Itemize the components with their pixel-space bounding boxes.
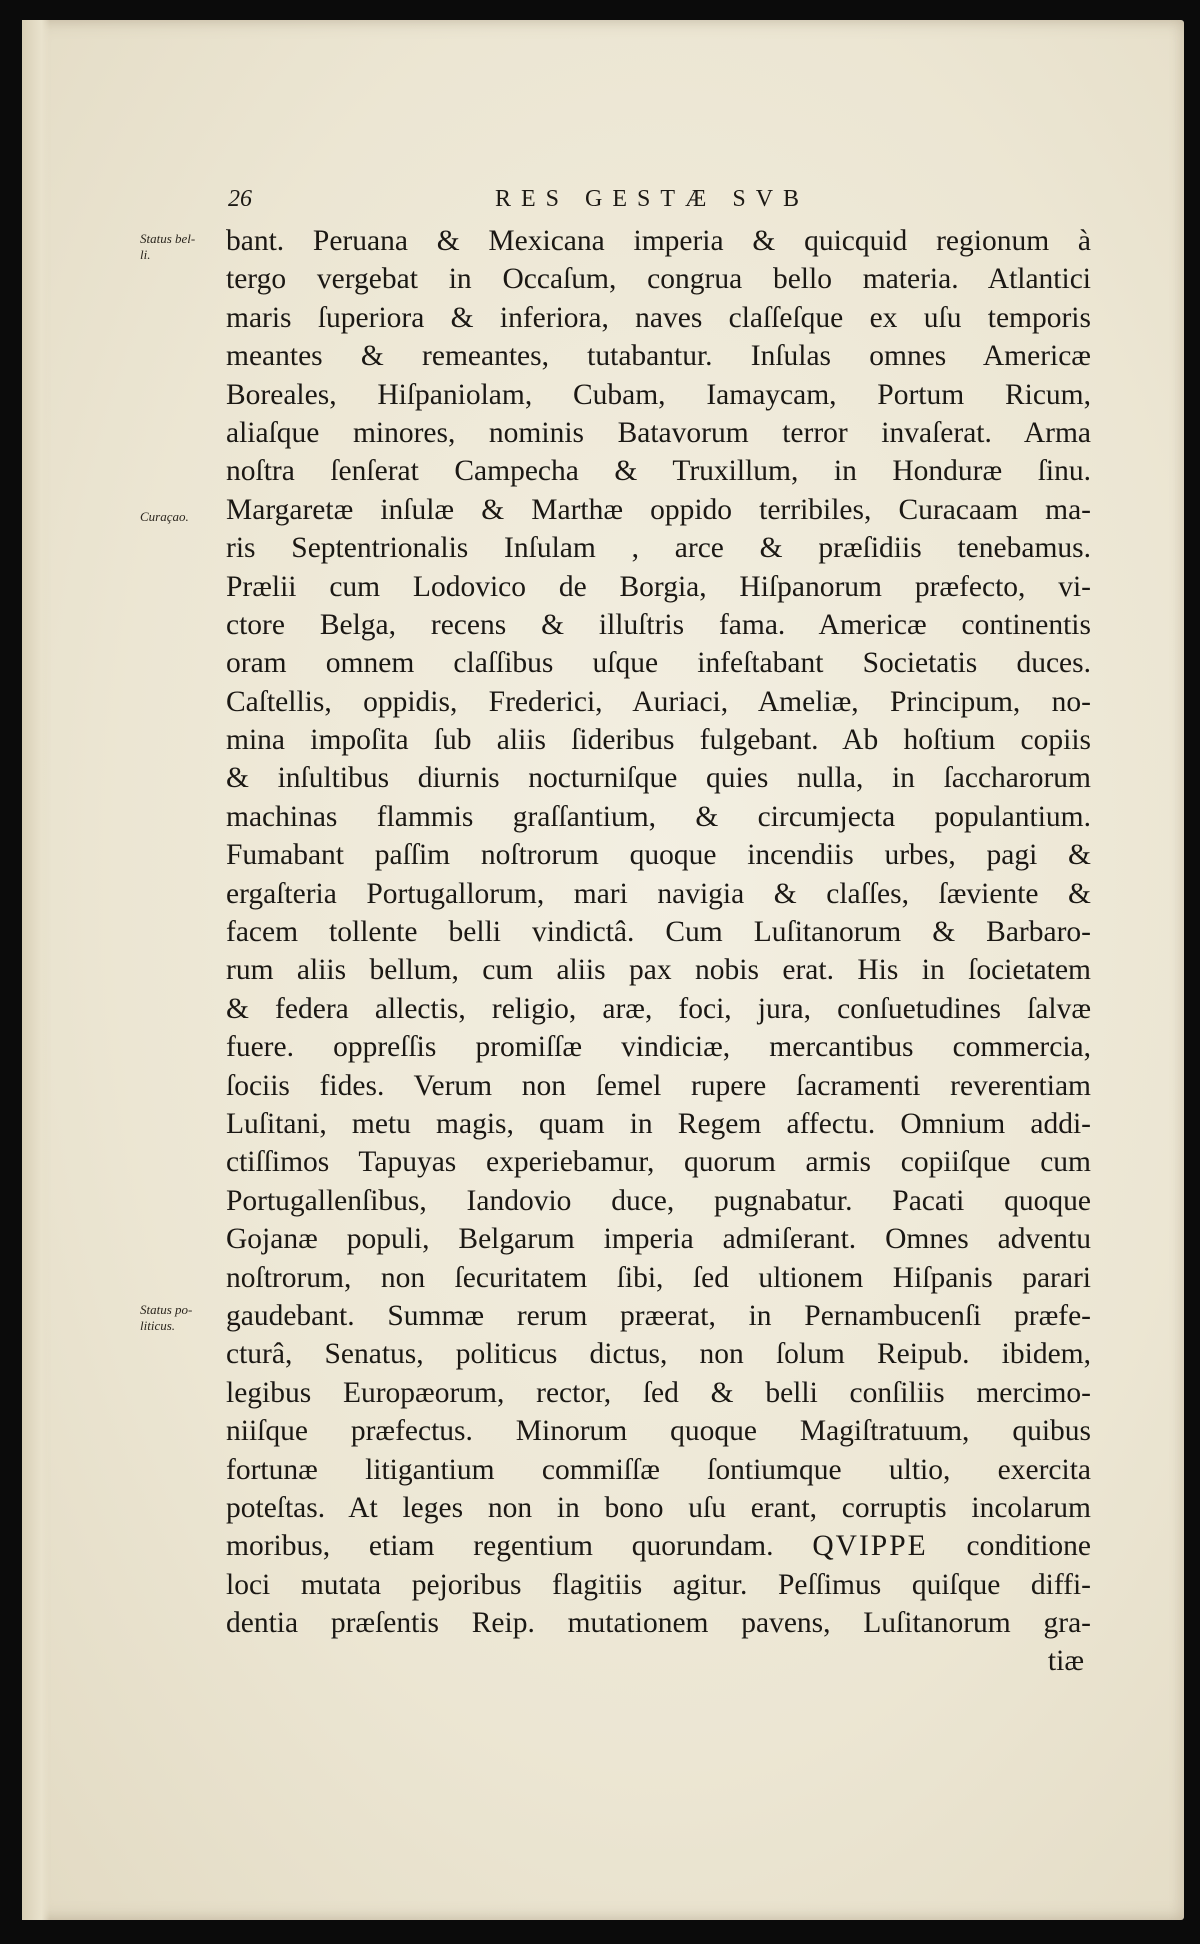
- text-line: Fumabant paſſim noſtrorum quoque incendiis urbes, pagi &: [226, 839, 1091, 872]
- text-line: Gojanæ populi, Belgarum imperia admiſerant. Omnes adventu: [226, 1223, 1091, 1256]
- text-line: Portugallenſibus, Iandovio duce, pugnabatur. Pacati quoque: [226, 1184, 1091, 1217]
- text-line: noſtra ſenſerat Campecha & Truxillum, in Honduræ ſinu.: [226, 455, 1091, 488]
- text-line: aliaſque minores, nominis Batavorum terror invaſerat. Arma: [226, 416, 1091, 449]
- text-line: & inſultibus diurnis nocturniſque quies nulla, in ſaccharorum: [226, 762, 1091, 795]
- text-line: & federa allectis, religio, aræ, foci, jura, conſuetudines ſalvæ: [226, 992, 1091, 1025]
- text-line: tergo vergebat in Occaſum, congrua bello materia. Atlantici: [226, 263, 1091, 296]
- text-line: Margaretæ inſulæ & Marthæ oppido terribiles, Curacaam ma-: [226, 493, 1091, 526]
- text-line: ergaſteria Portugallorum, mari navigia & claſſes, ſæviente &: [226, 877, 1091, 910]
- text-line: oram omnem claſſibus uſque infeſtabant Societatis duces.: [226, 647, 1091, 680]
- page-number: 26: [228, 186, 252, 212]
- text-line: legibus Europæorum, rector, ſed & belli conſiliis mercimo-: [226, 1376, 1091, 1409]
- text-line: rum aliis bellum, cum aliis pax nobis erat. His in ſocietatem: [226, 954, 1091, 987]
- text-line: facem tollente belli vindictâ. Cum Luſitanorum & Barbaro-: [226, 916, 1091, 949]
- text-line: Caſtellis, oppidis, Frederici, Auriaci, Ameliæ, Principum, no-: [226, 685, 1091, 718]
- text-line: cturâ, Senatus, politicus dictus, non ſolum Reipub. ibidem,: [226, 1338, 1091, 1371]
- quippe-smallcaps: QVIPPE: [812, 1530, 928, 1563]
- running-head: RES GESTÆ SVB: [495, 186, 810, 212]
- text-line: dentia præſentis Reip. mutationem pavens, Luſitanorum gra-: [226, 1607, 1091, 1640]
- text-line: Prælii cum Lodovico de Borgia, Hiſpanorum præfecto, vi-: [226, 570, 1091, 603]
- text-segment: moribus, etiam regentium quorundam.: [226, 1530, 774, 1563]
- text-line: ſociis fides. Verum non ſemel rupere ſacramenti reverentiam: [226, 1069, 1091, 1102]
- margin-note-status-belli: Status bel- li.: [140, 231, 196, 262]
- text-line: ctiſſimos Tapuyas experiebamur, quorum armis copiiſque cum: [226, 1146, 1091, 1179]
- page-gutter-shadow: [22, 20, 50, 1920]
- text-line: Luſitani, metu magis, quam in Regem affectu. Omnium addi-: [226, 1107, 1091, 1140]
- text-line: Boreales, Hiſpaniolam, Cubam, Iamaycam, Portum Ricum,: [226, 378, 1091, 411]
- text-line: maris ſuperiora & inferiora, naves claſſeſque ex uſu temporis: [226, 301, 1091, 334]
- text-line: ris Septentrionalis Inſulam , arce & præſidiis tenebamus.: [226, 532, 1091, 565]
- text-line-quippe: [226, 1527, 1091, 1565]
- text-line: niiſque præfectus. Minorum quoque Magiſtratuum, quibus: [226, 1415, 1091, 1448]
- text-line: machinas flammis graſſantium, & circumjecta populantium.: [226, 800, 1091, 833]
- text-line: bant. Peruana & Mexicana imperia & quicquid regionum à: [226, 225, 1091, 257]
- text-line: ctore Belga, recens & illuſtris fama. Americæ continentis: [226, 608, 1091, 641]
- text-line: noſtrorum, non ſecuritatem ſibi, ſed ultionem Hiſpanis parari: [226, 1261, 1091, 1294]
- margin-note-curacao: Curaçao.: [140, 509, 189, 524]
- text-line: meantes & remeantes, tutabantur. Inſulas omnes Americæ: [226, 340, 1091, 373]
- text-line: loci mutata pejoribus flagitiis agitur. Peſſimus quiſque diffi-: [226, 1568, 1091, 1601]
- text-line: poteſtas. At leges non in bono uſu erant, corruptis incolarum: [226, 1491, 1091, 1524]
- page-header: [0, 186, 1200, 226]
- margin-note-status-politicus: Status po- liticus.: [140, 1302, 193, 1333]
- text-line: fortunæ litigantium commiſſæ ſontiumque ultio, exercita: [226, 1453, 1091, 1486]
- text-line: fuere. oppreſſis promiſſæ vindiciæ, mercantibus commercia,: [226, 1031, 1091, 1064]
- text-segment: conditione: [966, 1530, 1092, 1563]
- text-line: gaudebant. Summæ rerum præerat, in Pernambucenſi præfe-: [226, 1299, 1091, 1332]
- body-text: [226, 222, 1091, 1681]
- text-line: mina impoſita ſub aliis ſideribus fulgebant. Ab hoſtium copiis: [226, 724, 1091, 757]
- catchword: tiæ: [1047, 1645, 1084, 1678]
